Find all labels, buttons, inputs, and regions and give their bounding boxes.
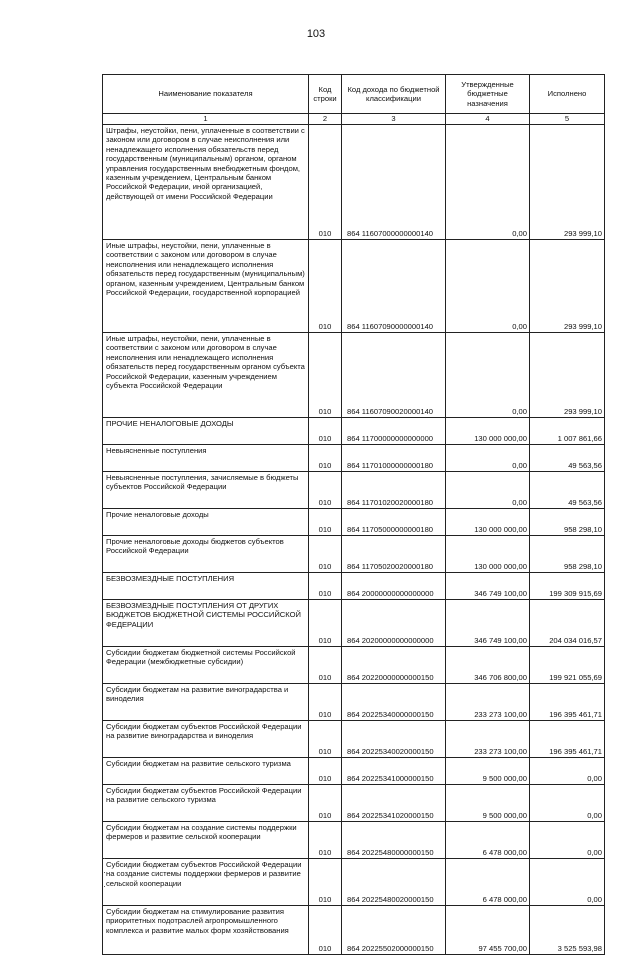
empty-cell [530,509,605,525]
empty-cell [309,573,342,589]
empty-cell [530,418,605,434]
empty-cell [530,445,605,461]
header-indicator-name: Наименование показателя [103,75,309,114]
empty-cell [342,721,446,747]
budget-code: 864 11700000000000000 [342,433,446,445]
table-row [103,785,605,811]
empty-cell [342,785,446,811]
empty-cell [309,240,342,322]
table-row [103,600,605,636]
indicator-name: Прочие неналоговые доходы бюджетов субъектов Российской Федерации [103,536,309,562]
empty-cell [309,758,342,774]
line-code: 010 [309,810,342,822]
executed-amount: 958 298,10 [530,524,605,536]
empty-cell [530,240,605,322]
table-row-values [103,433,605,445]
header-executed: Исполнено [530,75,605,114]
approved-amount: 346 749 100,00 [446,635,530,647]
executed-amount: 196 395 461,71 [530,746,605,758]
executed-amount: 49 563,56 [530,460,605,472]
empty-cell [530,600,605,636]
budget-code: 864 20225341000000150 [342,773,446,785]
table-row-values [103,524,605,536]
executed-amount: 1 007 861,66 [530,433,605,445]
indicator-name: Иные штрафы, неустойки, пени, уплаченные в соответствии с законом или договором в случае неисполнения или ненадлежащего исполнения обязательств перед государственным (муниципальным) органом, казенным учреждением, Центральным банком Российской Федерации, государственной корпорацией [103,240,309,322]
executed-amount: 293 999,10 [530,406,605,418]
line-code: 010 [309,773,342,785]
executed-amount: 293 999,10 [530,321,605,333]
indicator-name-continuation [103,561,309,573]
table-row-values [103,497,605,509]
empty-cell [446,445,530,461]
budget-code: 864 11607090000000140 [342,321,446,333]
indicator-name: Субсидии бюджетам бюджетной системы Российской Федерации (межбюджетные субсидии) [103,647,309,673]
executed-amount: 199 921 055,69 [530,672,605,684]
empty-cell [342,822,446,848]
approved-amount: 97 455 700,00 [446,943,530,955]
approved-amount: 346 749 100,00 [446,588,530,600]
empty-cell [342,600,446,636]
approved-amount: 233 273 100,00 [446,746,530,758]
budget-code: 864 11705000000000180 [342,524,446,536]
line-code: 010 [309,588,342,600]
scan-dot [104,886,105,887]
line-code: 010 [309,460,342,472]
empty-cell [446,721,530,747]
table-row [103,684,605,710]
approved-amount: 130 000 000,00 [446,561,530,573]
approved-amount: 0,00 [446,460,530,472]
executed-amount: 49 563,56 [530,497,605,509]
empty-cell [309,333,342,407]
empty-cell [309,822,342,848]
line-code: 010 [309,847,342,859]
table-row [103,573,605,589]
empty-cell [530,125,605,229]
line-code: 010 [309,321,342,333]
budget-code: 864 20200000000000000 [342,635,446,647]
column-number: 2 [309,114,342,125]
approved-amount: 130 000 000,00 [446,524,530,536]
column-number: 1 [103,114,309,125]
empty-cell [342,859,446,895]
indicator-name-continuation [103,894,309,906]
empty-cell [342,647,446,673]
empty-cell [446,906,530,944]
indicator-name-continuation [103,228,309,240]
table-row [103,509,605,525]
table-row-values [103,588,605,600]
table-row-values [103,460,605,472]
budget-code: 864 11705020020000180 [342,561,446,573]
table-row [103,418,605,434]
table-row [103,240,605,322]
empty-cell [446,859,530,895]
empty-cell [446,758,530,774]
indicator-name-continuation [103,497,309,509]
approved-amount: 233 273 100,00 [446,709,530,721]
approved-amount: 9 500 000,00 [446,773,530,785]
line-code: 010 [309,561,342,573]
budget-code: 864 20225341020000150 [342,810,446,822]
budget-code: 864 20225480000000150 [342,847,446,859]
empty-cell [446,536,530,562]
indicator-name: БЕЗВОЗМЕЗДНЫЕ ПОСТУПЛЕНИЯ [103,573,309,589]
approved-amount: 9 500 000,00 [446,810,530,822]
empty-cell [446,600,530,636]
table-row [103,758,605,774]
table-row-values [103,773,605,785]
indicator-name-continuation [103,847,309,859]
empty-cell [342,906,446,944]
budget-code: 864 11607090020000140 [342,406,446,418]
empty-cell [309,536,342,562]
empty-cell [309,509,342,525]
empty-cell [342,125,446,229]
budget-code: 864 20225340020000150 [342,746,446,758]
empty-cell [446,647,530,673]
empty-cell [446,125,530,229]
line-code: 010 [309,524,342,536]
indicator-name-continuation [103,588,309,600]
indicator-name-continuation [103,635,309,647]
empty-cell [342,333,446,407]
indicator-name-continuation [103,773,309,785]
indicator-name-continuation [103,406,309,418]
table-row-values [103,635,605,647]
budget-code: 864 20225480020000150 [342,894,446,906]
executed-amount: 0,00 [530,847,605,859]
empty-cell [309,684,342,710]
empty-cell [309,472,342,498]
indicator-name: Субсидии бюджетам субъектов Российской Федерации на развитие сельского туризма [103,785,309,811]
header-line-code: Код строки [309,75,342,114]
table-row-values [103,321,605,333]
line-code: 010 [309,497,342,509]
line-code: 010 [309,943,342,955]
approved-amount: 0,00 [446,406,530,418]
table-row [103,536,605,562]
budget-code: 864 20225502000000150 [342,943,446,955]
empty-cell [530,536,605,562]
indicator-name: Субсидии бюджетам субъектов Российской Федерации на развитие виноградарства и виноделия [103,721,309,747]
indicator-name-continuation [103,524,309,536]
column-number: 3 [342,114,446,125]
indicator-name-continuation [103,810,309,822]
column-numbers-row [103,114,605,125]
empty-cell [530,472,605,498]
empty-cell [446,418,530,434]
table-row [103,472,605,498]
empty-cell [309,600,342,636]
table-row-values [103,709,605,721]
empty-cell [342,509,446,525]
empty-cell [342,240,446,322]
indicator-name: Прочие неналоговые доходы [103,509,309,525]
column-number: 5 [530,114,605,125]
indicator-name: Субсидии бюджетам на стимулирование развития приоритетных подотраслей агропромышленного комплекса и развитие малых форм хозяйствования [103,906,309,944]
table-row [103,647,605,673]
line-code: 010 [309,406,342,418]
approved-amount: 0,00 [446,228,530,240]
budget-code: 864 11607000000000140 [342,228,446,240]
budget-code: 864 20225340000000150 [342,709,446,721]
table-row-values [103,228,605,240]
column-number: 4 [446,114,530,125]
approved-amount: 6 478 000,00 [446,847,530,859]
indicator-name-continuation [103,433,309,445]
table-row [103,333,605,407]
indicator-name: Штрафы, неустойки, пени, уплаченные в соответствии с законом или договором в случае неисполнения или ненадлежащего исполнения обязательств перед государственным (муниципальным) органом, органом управления государственным внебюджетным фондом, казенным учреждением, Центральным банком Российской Федерации, иной организацией, действующей от имени Российской Федерации [103,125,309,229]
budget-code: 864 20220000000000150 [342,672,446,684]
header-row [103,75,605,114]
executed-amount: 3 525 593,98 [530,943,605,955]
line-code: 010 [309,433,342,445]
empty-cell [446,509,530,525]
empty-cell [342,684,446,710]
empty-cell [309,418,342,434]
table-row-values [103,746,605,758]
table-row-values [103,406,605,418]
empty-cell [309,721,342,747]
indicator-name: Иные штрафы, неустойки, пени, уплаченные в соответствии с законом или договором в случае неисполнения или ненадлежащего исполнения обязательств перед государственным органом субъекта Российской Федерации, казенным учреждением субъекта Российской Федерации [103,333,309,407]
empty-cell [309,859,342,895]
indicator-name: Невыясненные поступления, зачисляемые в бюджеты субъектов Российской Федерации [103,472,309,498]
empty-cell [530,333,605,407]
table-row [103,721,605,747]
empty-cell [309,445,342,461]
budget-code: 864 11701020020000180 [342,497,446,509]
approved-amount: 130 000 000,00 [446,433,530,445]
page-number: 103 [306,28,326,40]
empty-cell [530,859,605,895]
executed-amount: 204 034 016,57 [530,635,605,647]
indicator-name: Субсидии бюджетам на развитие сельского туризма [103,758,309,774]
budget-code: 864 20000000000000000 [342,588,446,600]
indicator-name-continuation [103,460,309,472]
empty-cell [342,418,446,434]
budget-code: 864 11701000000000180 [342,460,446,472]
indicator-name: Субсидии бюджетам на развитие виноградарства и виноделия [103,684,309,710]
scan-dot [104,872,105,873]
line-code: 010 [309,746,342,758]
line-code: 010 [309,672,342,684]
approved-amount: 0,00 [446,321,530,333]
empty-cell [342,573,446,589]
executed-amount: 0,00 [530,894,605,906]
executed-amount: 0,00 [530,773,605,785]
empty-cell [530,684,605,710]
line-code: 010 [309,635,342,647]
empty-cell [530,822,605,848]
empty-cell [446,240,530,322]
indicator-name-continuation [103,943,309,955]
empty-cell [530,647,605,673]
header-budget-code: Код дохода по бюджетной классификации [342,75,446,114]
table-row-values [103,810,605,822]
empty-cell [446,333,530,407]
empty-cell [342,536,446,562]
line-code: 010 [309,709,342,721]
empty-cell [530,573,605,589]
table-row [103,125,605,229]
empty-cell [309,125,342,229]
indicator-name-continuation [103,321,309,333]
empty-cell [446,684,530,710]
approved-amount: 6 478 000,00 [446,894,530,906]
table-row-values [103,672,605,684]
empty-cell [446,573,530,589]
header-approved: Утвержденные бюджетные назначения [446,75,530,114]
indicator-name: Субсидии бюджетам на создание системы поддержки фермеров и развитие сельской кооперации [103,822,309,848]
empty-cell [309,906,342,944]
table-row [103,822,605,848]
line-code: 010 [309,228,342,240]
executed-amount: 958 298,10 [530,561,605,573]
indicator-name-continuation [103,672,309,684]
table-row [103,859,605,895]
empty-cell [342,472,446,498]
line-code: 010 [309,894,342,906]
executed-amount: 0,00 [530,810,605,822]
executed-amount: 293 999,10 [530,228,605,240]
empty-cell [446,472,530,498]
report-table [102,74,605,955]
indicator-name: БЕЗВОЗМЕЗДНЫЕ ПОСТУПЛЕНИЯ ОТ ДРУГИХ БЮДЖЕТОВ БЮДЖЕТНОЙ СИСТЕМЫ РОССИЙСКОЙ ФЕДЕРАЦИИ [103,600,309,636]
indicator-name-continuation [103,746,309,758]
indicator-name: ПРОЧИЕ НЕНАЛОГОВЫЕ ДОХОДЫ [103,418,309,434]
table-row-values [103,894,605,906]
empty-cell [342,445,446,461]
table-row [103,445,605,461]
indicator-name: Невыясненные поступления [103,445,309,461]
empty-cell [309,647,342,673]
table-row-values [103,561,605,573]
empty-cell [446,785,530,811]
approved-amount: 0,00 [446,497,530,509]
table-row-values [103,847,605,859]
scan-dot [104,858,105,859]
empty-cell [309,785,342,811]
indicator-name-continuation [103,709,309,721]
table-row-values [103,943,605,955]
approved-amount: 346 706 800,00 [446,672,530,684]
empty-cell [530,785,605,811]
table-row [103,906,605,944]
empty-cell [530,906,605,944]
empty-cell [530,758,605,774]
empty-cell [342,758,446,774]
executed-amount: 196 395 461,71 [530,709,605,721]
indicator-name: Субсидии бюджетам субъектов Российской Федерации на создание системы поддержки фермеров и развитие сельской кооперации [103,859,309,895]
empty-cell [530,721,605,747]
executed-amount: 199 309 915,69 [530,588,605,600]
empty-cell [446,822,530,848]
